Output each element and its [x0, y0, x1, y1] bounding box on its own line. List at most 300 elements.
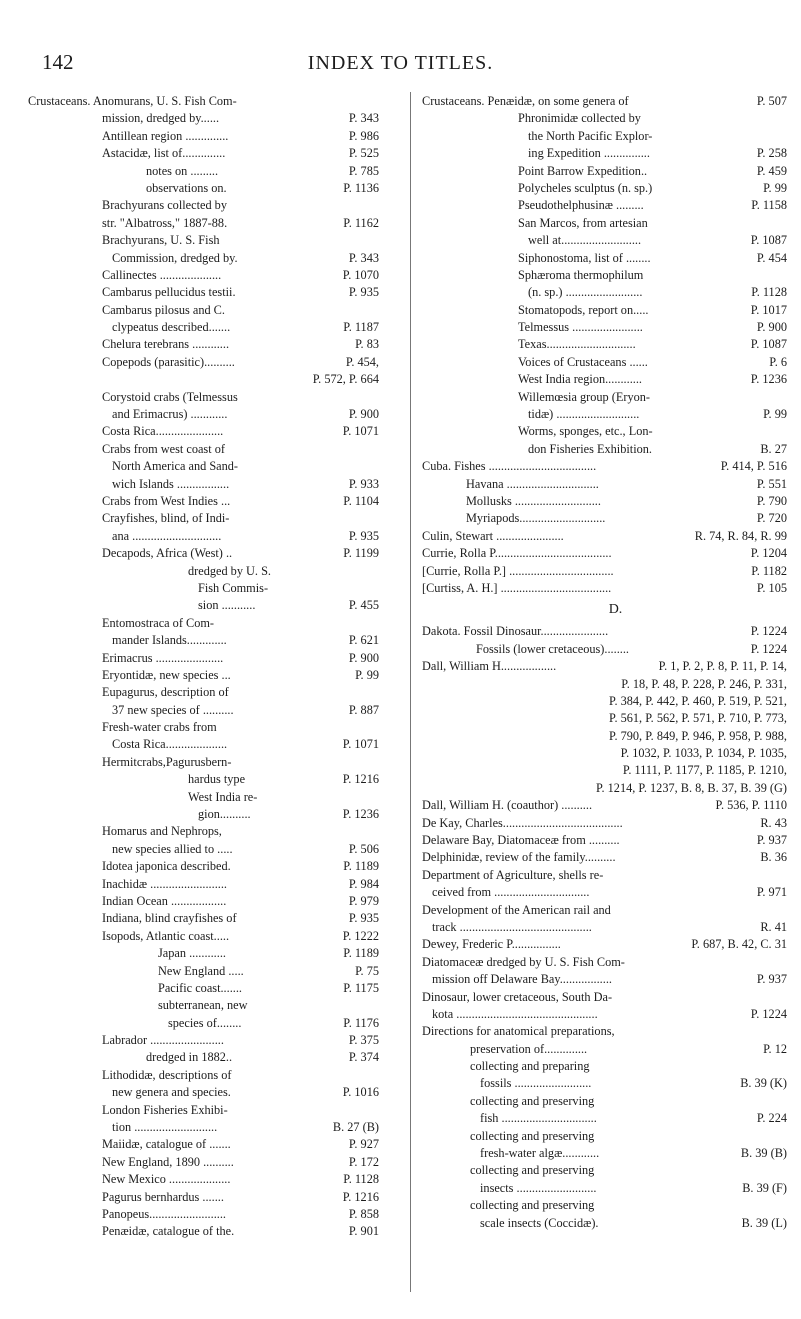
page-reference: P. 459 [754, 163, 787, 180]
index-entry [28, 841, 399, 858]
page-reference: P. 454, [343, 354, 379, 371]
entry-text: Polycheles sculptus (n. sp.) [518, 180, 653, 195]
index-entry [422, 1162, 787, 1179]
index-entry [422, 623, 787, 640]
entry-text: fossils ......................... [480, 1076, 592, 1091]
entry-text: Crabs from West Indies ... [102, 493, 231, 508]
page-reference: P. 1128 [748, 284, 787, 301]
page-reference: P. 343 [346, 250, 379, 267]
index-entry [422, 371, 787, 388]
page-reference: P. 1070 [340, 267, 379, 284]
entry-text: Pseudothelphusinæ ......... [518, 198, 644, 213]
index-entry [422, 1180, 787, 1197]
entry-text: and Erimacrus) ............ [112, 407, 228, 422]
index-entry [422, 1058, 787, 1075]
entry-text: Siphonostoma, list of ........ [518, 250, 651, 265]
index-entry [28, 493, 399, 510]
index-entry [422, 693, 787, 710]
index-entry [28, 1171, 399, 1188]
index-entry [422, 510, 787, 527]
index-entry [28, 910, 399, 927]
entry-text: dredged in 1882.. [146, 1050, 233, 1065]
entry-text: Currie, Rolla P...................................... [422, 546, 612, 561]
entry-text: species of........ [168, 1015, 242, 1030]
page-reference: P. 1187 [340, 319, 379, 336]
index-entry [422, 797, 787, 814]
index-entry [28, 336, 399, 353]
section-heading: D. [608, 602, 623, 618]
entry-text: ing Expedition ............... [528, 146, 650, 161]
entry-text: mission off Delaware Bay................. [432, 972, 612, 987]
index-entry [28, 1223, 399, 1240]
entry-text: new species allied to ..... [112, 841, 233, 856]
entry-text: [Curtiss, A. H.] .................................... [422, 580, 612, 595]
entry-text: Telmessus ....................... [518, 320, 643, 335]
page-reference: P. 375 [346, 1032, 379, 1049]
entry-text: Decapods, Africa (West) .. [102, 546, 233, 561]
page-reference: P. 935 [346, 284, 379, 301]
index-entry [422, 458, 787, 475]
entry-text: North America and Sand- [112, 459, 239, 474]
entry-text: Eupagurus, description of [102, 685, 229, 700]
index-entry [422, 1110, 787, 1127]
index-entry [422, 1093, 787, 1110]
page-reference: P. 1224 [748, 623, 787, 640]
page-reference: P. 6 [766, 354, 787, 371]
column-divider [410, 92, 411, 1292]
entry-text: ceived from ............................... [432, 885, 590, 900]
page-reference: P. 1199 [340, 545, 379, 562]
index-entry [422, 971, 787, 988]
entry-text: Delphinidæ, review of the family.......... [422, 850, 616, 865]
index-entry [422, 354, 787, 371]
index-entry [28, 319, 399, 336]
page-reference: P. 172 [346, 1154, 379, 1171]
entry-text: New England ..... [158, 963, 244, 978]
index-entry [28, 145, 399, 162]
index-entry [28, 232, 399, 249]
page-reference: P. 343 [346, 110, 379, 127]
index-entry [422, 849, 787, 866]
page-reference: P. 1224 [748, 641, 787, 658]
index-entry [28, 1067, 399, 1084]
index-entry [422, 641, 787, 658]
index-entry [28, 771, 399, 788]
index-entry [28, 963, 399, 980]
index-entry [28, 458, 399, 475]
entry-text: track ........................................... [432, 919, 592, 934]
page-reference: P. 525 [346, 145, 379, 162]
index-entry [422, 936, 787, 953]
page-reference: B. 39 (F) [739, 1180, 787, 1197]
index-entry [422, 545, 787, 562]
entry-text: Point Barrow Expedition.. [518, 163, 648, 178]
entry-text: observations on. [146, 180, 227, 195]
page-reference: P. 1182 [748, 563, 787, 580]
index-entry [28, 302, 399, 319]
entry-text: notes on ......... [146, 163, 219, 178]
entry-text: Havana .............................. [466, 476, 599, 491]
entry-text: hardus type [188, 772, 246, 787]
index-entry [28, 823, 399, 840]
index-entry [422, 215, 787, 232]
entry-text: ana ............................. [112, 528, 222, 543]
index-entry [422, 93, 787, 110]
entry-text: well at.......................... [528, 233, 642, 248]
page-reference: P. 937 [754, 832, 787, 849]
index-entry [422, 406, 787, 423]
page-reference: R. 43 [757, 815, 787, 832]
page-reference: P. 1071 [340, 736, 379, 753]
index-entry [422, 197, 787, 214]
index-entry [28, 1119, 399, 1136]
page-reference: B. 36 [757, 849, 787, 866]
entry-text: Labrador ........................ [102, 1033, 224, 1048]
index-entry [28, 1206, 399, 1223]
page-reference: B. 27 [757, 441, 787, 458]
entry-text: don Fisheries Exhibition. [528, 441, 652, 456]
page-reference: P. 935 [346, 528, 379, 545]
page-reference: P. 1032, P. 1033, P. 1034, P. 1035, [618, 745, 787, 762]
index-entry [422, 745, 787, 762]
page-reference: P. 935 [346, 910, 379, 927]
index-entry [422, 267, 787, 284]
page-reference: P. 900 [346, 650, 379, 667]
entry-text: the North Pacific Explor- [528, 128, 653, 143]
entry-text: Department of Agriculture, shells re- [422, 867, 604, 882]
index-entry [422, 493, 787, 510]
entry-text: Myriapods............................ [466, 511, 606, 526]
index-entry [28, 736, 399, 753]
index-entry [422, 1215, 787, 1232]
page-reference: P. 1204 [748, 545, 787, 562]
index-entry [422, 441, 787, 458]
index-entry [422, 989, 787, 1006]
index-entry [422, 815, 787, 832]
index-entry [28, 1084, 399, 1101]
page-reference: P. 1236 [748, 371, 787, 388]
page-reference: P. 551 [754, 476, 787, 493]
index-entry [422, 389, 787, 406]
index-entry [28, 719, 399, 736]
entry-text: Crayfishes, blind, of Indi- [102, 511, 230, 526]
index-entry [28, 371, 399, 388]
entry-text: Entomostraca of Com- [102, 615, 215, 630]
entry-text: Chelura terebrans ............ [102, 337, 230, 352]
index-entry [28, 545, 399, 562]
index-entry [422, 1041, 787, 1058]
page-reference: P. 1016 [340, 1084, 379, 1101]
page-reference: P. 99 [352, 667, 379, 684]
index-entry [28, 215, 399, 232]
entry-text: mission, dredged by...... [102, 111, 220, 126]
page-header [0, 50, 801, 80]
entry-text: collecting and preparing [470, 1059, 590, 1074]
page-reference: P. 1158 [748, 197, 787, 214]
entry-text: Antillean region .............. [102, 128, 229, 143]
entry-text: Indian Ocean .................. [102, 893, 227, 908]
index-entry [422, 145, 787, 162]
page-reference: P. 1176 [340, 1015, 379, 1032]
entry-text: Isopods, Atlantic coast..... [102, 928, 230, 943]
page-reference: P. 1, P. 2, P. 8, P. 11, P. 14, [656, 658, 787, 675]
entry-text: Delaware Bay, Diatomaceæ from .......... [422, 833, 620, 848]
page-reference: P. 536, P. 1110 [712, 797, 787, 814]
page-reference: P. 1017 [748, 302, 787, 319]
index-entry [28, 1189, 399, 1206]
entry-text: Diatomaceæ dredged by U. S. Fish Com- [422, 954, 625, 969]
index-entry [422, 1075, 787, 1092]
index-entry [28, 1102, 399, 1119]
entry-text: Copepods (parasitic).......... [102, 354, 235, 369]
page-reference: P. 986 [346, 128, 379, 145]
index-entry [28, 632, 399, 649]
entry-text: Eryontidæ, new species ... [102, 667, 231, 682]
index-entry [28, 93, 399, 110]
entry-text: Erimacrus ...................... [102, 650, 224, 665]
entry-text: Pacific coast....... [158, 980, 243, 995]
page-reference: P. 979 [346, 893, 379, 910]
page-reference: P. 1111, P. 1177, P. 1185, P. 1210, [620, 762, 787, 779]
entry-text: Corystoid crabs (Telmessus [102, 389, 238, 404]
running-title: INDEX TO TITLES. [307, 52, 494, 74]
page-reference: P. 18, P. 48, P. 228, P. 246, P. 331, [618, 676, 787, 693]
page-reference: P. 785 [346, 163, 379, 180]
index-entry [422, 884, 787, 901]
index-entry [28, 615, 399, 632]
entry-text: Dakota. Fossil Dinosaur...................... [422, 624, 609, 639]
page-reference: P. 572, P. 664 [310, 371, 379, 388]
right-column [422, 93, 787, 1232]
index-entry [422, 336, 787, 353]
page-reference: P. 258 [754, 145, 787, 162]
entry-text: Brachyurans collected by [102, 198, 227, 213]
page-reference: B. 27 (B) [330, 1119, 379, 1136]
index-entry [28, 423, 399, 440]
index-entry [28, 441, 399, 458]
page-reference: P. 507 [754, 93, 787, 110]
entry-text: mander Islands............. [112, 633, 227, 648]
entry-text: Dinosaur, lower cretaceous, South Da- [422, 989, 613, 1004]
page-reference: P. 933 [346, 476, 379, 493]
entry-text: collecting and preserving [470, 1163, 595, 1178]
index-entry [422, 1197, 787, 1214]
index-entry [28, 528, 399, 545]
entry-text: Costa Rica.................... [112, 737, 228, 752]
index-entry [422, 1145, 787, 1162]
page-reference: P. 790, P. 849, P. 946, P. 958, P. 988, [606, 728, 787, 745]
index-entry [28, 650, 399, 667]
index-entry [28, 180, 399, 197]
index-entry [28, 702, 399, 719]
left-column [28, 93, 399, 1241]
entry-text: Japan ............ [158, 946, 226, 961]
index-entry [28, 754, 399, 771]
index-entry [28, 858, 399, 875]
index-entry [422, 1128, 787, 1145]
entry-text: Phronimidæ collected by [518, 111, 641, 126]
page-reference: P. 1087 [748, 232, 787, 249]
index-entry [28, 389, 399, 406]
entry-text: Dewey, Frederic P................ [422, 937, 561, 952]
entry-text: preservation of.............. [470, 1041, 588, 1056]
entry-text: London Fisheries Exhibi- [102, 1102, 228, 1117]
index-entry [28, 928, 399, 945]
entry-text: Voices of Crustaceans ...... [518, 354, 648, 369]
index-entry [422, 728, 787, 745]
index-entry [28, 876, 399, 893]
index-entry [28, 1136, 399, 1153]
index-entry [28, 250, 399, 267]
index-entry [422, 954, 787, 971]
entry-text: Brachyurans, U. S. Fish [102, 233, 220, 248]
index-entry [28, 597, 399, 614]
entry-text: Costa Rica...................... [102, 424, 224, 439]
index-entry [422, 180, 787, 197]
index-entry [28, 563, 399, 580]
index-entry [422, 319, 787, 336]
entry-text: kota .............................................. [432, 1006, 598, 1021]
index-entry [422, 832, 787, 849]
entry-text: 37 new species of .......... [112, 702, 234, 717]
index-entry [422, 902, 787, 919]
index-entry [422, 658, 787, 675]
entry-text: scale insects (Coccidæ). [480, 1215, 599, 1230]
index-entry [422, 919, 787, 936]
page-reference: P. 1224 [748, 1006, 787, 1023]
entry-text: tidæ) ........................... [528, 407, 640, 422]
index-entry [422, 284, 787, 301]
page-reference: B. 39 (L) [739, 1215, 787, 1232]
index-entry [28, 997, 399, 1014]
index-entry [422, 250, 787, 267]
page-reference: P. 374 [346, 1049, 379, 1066]
entry-text: Homarus and Nephrops, [102, 824, 222, 839]
entry-text: Texas............................. [518, 337, 636, 352]
index-entry [422, 476, 787, 493]
page-reference: P. 99 [760, 180, 787, 197]
entry-text: Fossils (lower cretaceous)........ [476, 641, 629, 656]
page-reference: P. 1136 [340, 180, 379, 197]
entry-text: West India region............ [518, 372, 643, 387]
entry-text: insects .......................... [480, 1180, 597, 1195]
page-reference: P. 1189 [340, 945, 379, 962]
entry-text: gion.......... [198, 807, 251, 822]
index-entry [422, 780, 787, 797]
page-reference: P. 1189 [340, 858, 379, 875]
page-reference: P. 687, B. 42, C. 31 [688, 936, 787, 953]
index-entry [422, 867, 787, 884]
entry-text: str. "Albatross," 1887-88. [102, 215, 228, 230]
index-entry [28, 197, 399, 214]
entry-text: Willemœsia group (Eryon- [518, 389, 651, 404]
page-reference: P. 455 [346, 597, 379, 614]
index-entry [28, 354, 399, 371]
index-entry [422, 528, 787, 545]
entry-text: Worms, sponges, etc., Lon- [518, 424, 653, 439]
entry-text: De Kay, Charles....................................... [422, 815, 623, 830]
page-reference: P. 1222 [340, 928, 379, 945]
page-reference: P. 1216 [340, 771, 379, 788]
index-entry [422, 1023, 787, 1040]
index-entry [422, 110, 787, 127]
index-entry [422, 128, 787, 145]
entry-text: Crustaceans. Anomurans, U. S. Fish Com- [28, 94, 237, 108]
page-reference: P. 858 [346, 1206, 379, 1223]
entry-text: wich Islands ................. [112, 476, 230, 491]
page-reference: P. 1236 [340, 806, 379, 823]
entry-text: Crustaceans. Penæidæ, on some genera of [422, 94, 629, 108]
index-entry [28, 476, 399, 493]
index-entry [422, 580, 787, 597]
page-reference: P. 621 [346, 632, 379, 649]
entry-text: New England, 1890 .......... [102, 1154, 234, 1169]
entry-text: Directions for anatomical preparations, [422, 1024, 615, 1039]
index-entry [28, 406, 399, 423]
index-entry [28, 1015, 399, 1032]
entry-text: Penæidæ, catalogue of the. [102, 1224, 235, 1239]
entry-text: Dall, William H. (coauthor) .......... [422, 798, 593, 813]
entry-text: tion ........................... [112, 1120, 218, 1135]
page-reference: P. 1087 [748, 336, 787, 353]
entry-text: Indiana, blind crayfishes of [102, 911, 237, 926]
page-reference: P. 887 [346, 702, 379, 719]
entry-text: Cuba. Fishes ................................... [422, 459, 597, 474]
entry-text: Hermitcrabs,Pagurusbern- [102, 754, 232, 769]
entry-text: Cambarus pellucidus testii. [102, 285, 236, 300]
index-entry [28, 789, 399, 806]
entry-text: West India re- [188, 789, 258, 804]
index-entry [28, 284, 399, 301]
page-reference: P. 1071 [340, 423, 379, 440]
index-entry [422, 710, 787, 727]
index-entry [28, 510, 399, 527]
page-reference: R. 41 [757, 919, 787, 936]
page-reference: P. 1162 [340, 215, 379, 232]
entry-text: Maiidæ, catalogue of ....... [102, 1137, 231, 1152]
index-entry [422, 563, 787, 580]
page-reference: B. 39 (K) [737, 1075, 787, 1092]
entry-text: Pagurus bernhardus ....... [102, 1189, 224, 1204]
page-reference: P. 75 [352, 963, 379, 980]
entry-text: [Currie, Rolla P.] .................................. [422, 563, 614, 578]
index-entry [28, 667, 399, 684]
page-reference: P. 454 [754, 250, 787, 267]
index-entry [28, 580, 399, 597]
index-entry [28, 893, 399, 910]
index-entry [28, 684, 399, 701]
entry-text: Callinectes .................... [102, 267, 222, 282]
index-entry [28, 1154, 399, 1171]
page-reference: P. 1214, P. 1237, B. 8, B. 37, B. 39 (G) [593, 780, 787, 797]
index-entry [422, 762, 787, 779]
index-entry [28, 806, 399, 823]
entry-text: dredged by U. S. [188, 563, 271, 578]
page-reference: P. 1216 [340, 1189, 379, 1206]
entry-text: subterranean, new [158, 998, 248, 1013]
entry-text: Crabs from west coast of [102, 441, 225, 456]
page-reference: R. 74, R. 84, R. 99 [692, 528, 787, 545]
index-entry [422, 163, 787, 180]
page-reference: P. 971 [754, 884, 787, 901]
page-reference: P. 790 [754, 493, 787, 510]
entry-text: Inachidæ ......................... [102, 876, 228, 891]
entry-text: Mollusks ............................ [466, 493, 601, 508]
entry-text: fresh-water algæ............ [480, 1146, 600, 1161]
page-reference: P. 224 [754, 1110, 787, 1127]
entry-text: new genera and species. [112, 1085, 231, 1100]
page-reference: P. 83 [352, 336, 379, 353]
